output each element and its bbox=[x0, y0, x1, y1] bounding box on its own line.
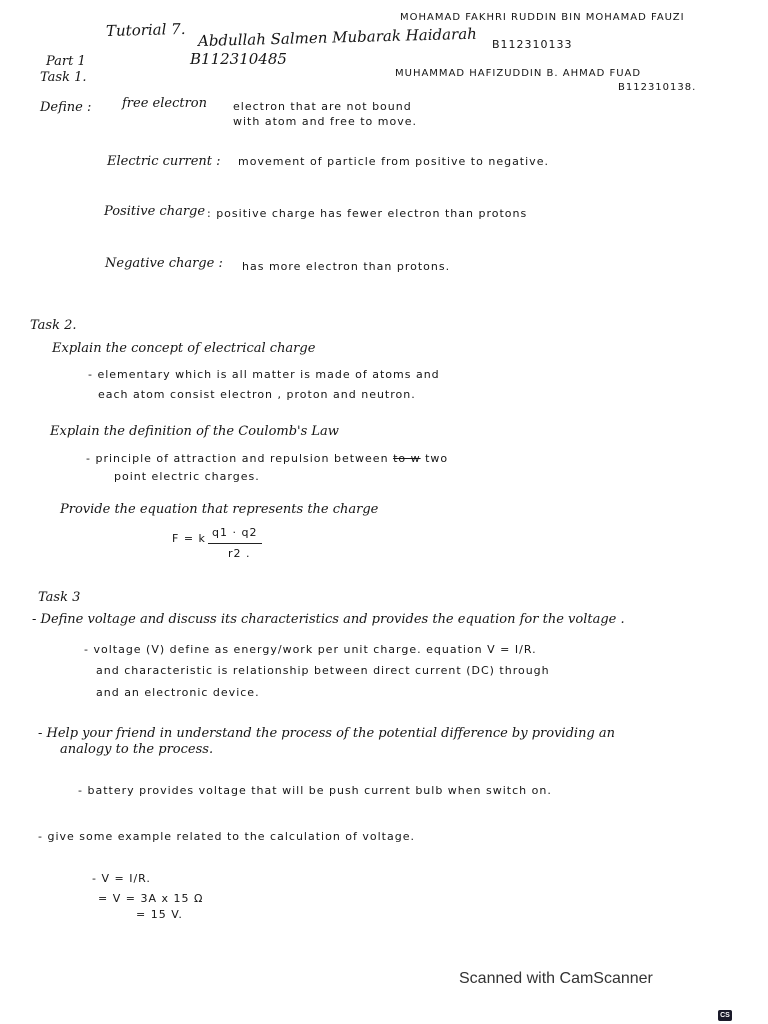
student-name-1: Abdullah Salmen Mubarak Haidarah bbox=[197, 24, 478, 50]
voltage-calc-line1: - V = I/R. bbox=[92, 872, 151, 885]
task2-title: Task 2. bbox=[30, 318, 77, 333]
task2-question-2: Explain the definition of the Coulomb's Law bbox=[50, 424, 339, 439]
coulomb-equation-numerator: q1 · q2 bbox=[212, 526, 258, 539]
term-free-electron: free electron bbox=[122, 96, 208, 111]
def-negative-charge: has more electron than protons. bbox=[242, 260, 451, 273]
voltage-calc-line2: = V = 3A x 15 Ω bbox=[98, 892, 204, 905]
camscanner-watermark: Scanned with CamScanner bbox=[459, 970, 653, 987]
task2-question-1: Explain the concept of electrical charge bbox=[52, 341, 316, 356]
def-free-electron-1: electron that are not bound bbox=[233, 100, 412, 113]
voltage-calc-line3: = 15 V. bbox=[136, 908, 183, 921]
task2-question-3: Provide the equation that represents the charge bbox=[60, 502, 379, 517]
task3-answer-1-line1: - voltage (V) define as energy/work per unit charge. equation V = I/R. bbox=[84, 643, 537, 656]
task2-answer-2-line1 bbox=[86, 452, 448, 465]
coulomb-equation-denominator: r2 . bbox=[228, 547, 251, 560]
student-id-3: B112310138. bbox=[618, 82, 697, 93]
coulomb-answer-text-end: two bbox=[425, 452, 449, 465]
define-label: Define : bbox=[40, 100, 92, 115]
student-name-2: MOHAMAD FAKHRI RUDDIN BIN MOHAMAD FAUZI bbox=[400, 12, 685, 23]
def-positive-charge: : positive charge has fewer electron than protons bbox=[207, 207, 528, 220]
task2-answer-2-line2: point electric charges. bbox=[114, 470, 260, 483]
task3-question-3: - give some example related to the calculation of voltage. bbox=[38, 830, 415, 843]
part-label: Part 1 bbox=[46, 54, 86, 69]
task1-title: Task 1. bbox=[40, 70, 87, 85]
task2-answer-1-line1: - elementary which is all matter is made of atoms and bbox=[88, 368, 440, 381]
task3-title: Task 3 bbox=[38, 590, 81, 605]
def-electric-current: movement of particle from positive to negative. bbox=[238, 155, 549, 168]
fraction-bar bbox=[208, 543, 262, 544]
term-negative-charge: Negative charge : bbox=[105, 256, 223, 271]
coulomb-answer-text: - principle of attraction and repulsion between bbox=[86, 452, 389, 465]
task3-question-1: - Define voltage and discuss its characteristics and provides the equation for the voltage . bbox=[32, 612, 625, 627]
task3-answer-1-line2: and characteristic is relationship between direct current (DC) through bbox=[96, 664, 550, 677]
camscanner-logo-icon: CS bbox=[718, 1010, 732, 1021]
student-id-1: B112310485 bbox=[190, 50, 287, 68]
task3-question-2-line2: analogy to the process. bbox=[60, 742, 214, 757]
tutorial-title: Tutorial 7. bbox=[105, 19, 186, 40]
crossed-out-text: to w bbox=[393, 452, 421, 465]
term-electric-current: Electric current : bbox=[107, 154, 221, 169]
task3-answer-2: - battery provides voltage that will be push current bulb when switch on. bbox=[78, 784, 552, 797]
task2-answer-1-line2: each atom consist electron , proton and neutron. bbox=[98, 388, 416, 401]
task3-question-2-line1: - Help your friend in understand the process of the potential difference by providing an bbox=[38, 726, 616, 741]
task3-answer-1-line3: and an electronic device. bbox=[96, 686, 260, 699]
term-positive-charge: Positive charge bbox=[104, 204, 206, 219]
coulomb-equation-lhs: F = k bbox=[172, 532, 206, 545]
student-name-3: MUHAMMAD HAFIZUDDIN B. AHMAD FUAD bbox=[395, 68, 642, 79]
def-free-electron-2: with atom and free to move. bbox=[233, 115, 417, 128]
student-id-2: B112310133 bbox=[492, 38, 573, 51]
